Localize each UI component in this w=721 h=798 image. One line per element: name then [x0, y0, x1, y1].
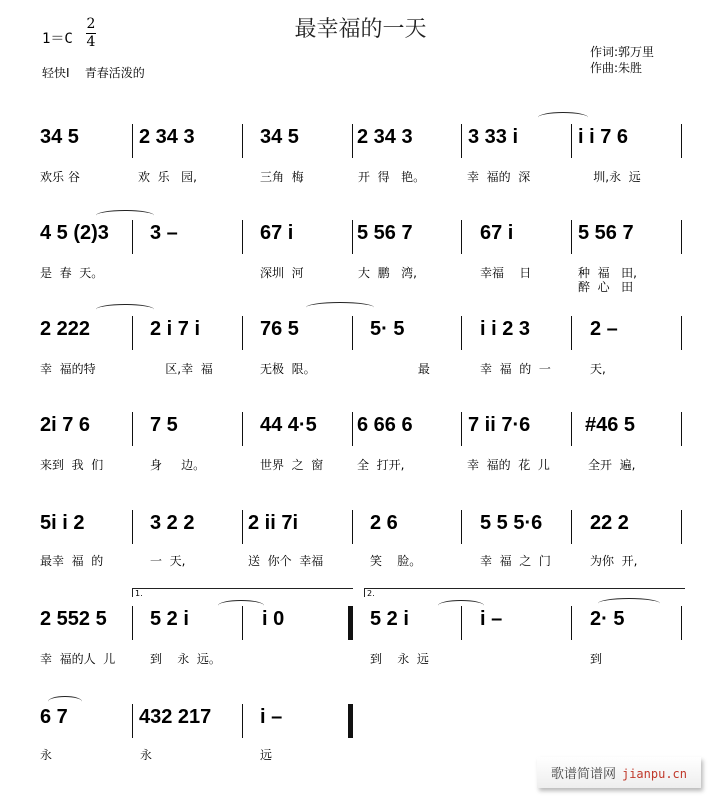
measure: i 0	[262, 608, 285, 630]
measure: 2 6	[370, 512, 398, 534]
lyric: 全 打开,	[357, 458, 405, 472]
barline	[681, 412, 682, 446]
measure: 34 5	[260, 126, 299, 148]
barline	[352, 510, 353, 544]
measure: 7 ii 7·6	[468, 414, 531, 436]
barline	[242, 412, 243, 446]
lyric: 开 得 艳。	[358, 170, 426, 184]
measure: 2 34 3	[139, 126, 195, 148]
time-sig-top: 2	[86, 16, 96, 32]
slur	[48, 696, 82, 707]
lyric: 大 鹏 湾,	[358, 266, 417, 280]
lyric: 送 你个 幸福	[248, 554, 324, 568]
song-title: 最幸福的一天	[294, 17, 427, 42]
lyric: 来到 我 们	[40, 458, 104, 472]
score-row-1	[0, 118, 721, 208]
lyric: 幸 福 之 门	[480, 554, 551, 568]
measure: 4 5 (2)3	[40, 222, 109, 244]
barline	[242, 124, 243, 158]
score-row-6	[0, 589, 721, 692]
repeat-end-barline	[348, 606, 353, 640]
measure: 67 i	[480, 222, 514, 244]
barline	[461, 606, 462, 640]
lyric: 区,幸 福	[150, 362, 213, 376]
lyric: 最	[395, 362, 430, 376]
lyric: 到 永 远	[370, 652, 429, 666]
barline	[132, 124, 133, 158]
barline	[461, 220, 462, 254]
barline	[352, 316, 353, 350]
barline	[681, 316, 682, 350]
barline	[681, 510, 682, 544]
lyric: 永	[140, 748, 153, 762]
lyric: 幸 福的特	[40, 362, 96, 376]
measure: 2 ii 7i	[248, 512, 299, 534]
measure: 3 –	[150, 222, 178, 244]
time-sig-bottom: 4	[86, 34, 96, 50]
barline	[242, 220, 243, 254]
measure: 5· 5	[370, 318, 405, 340]
barline	[461, 510, 462, 544]
tie	[96, 210, 154, 221]
lyric: 圳,永 远	[578, 170, 641, 184]
measure: 7 5	[150, 414, 178, 436]
barline	[571, 606, 572, 640]
lyricist: 作词:郭万里	[590, 45, 655, 59]
final-barline	[348, 704, 353, 738]
barline	[352, 412, 353, 446]
barline	[681, 606, 682, 640]
measure: 2i 7 6	[40, 414, 91, 436]
score-row-4	[0, 408, 721, 498]
lyric: 到 永 远。	[150, 652, 221, 666]
tie	[306, 302, 374, 313]
measure: 3 2 2	[150, 512, 195, 534]
measure: 3 33 i	[468, 126, 519, 148]
measure: i i 7 6	[578, 126, 629, 148]
lyric: 无极 限。	[260, 362, 316, 376]
measure: 432 217	[139, 706, 212, 728]
slur	[538, 112, 588, 123]
lyric: 最幸 福 的	[40, 554, 104, 568]
score-row-5	[0, 506, 721, 596]
barline	[571, 220, 572, 254]
lyric-verse-2: 醉 心 田	[578, 280, 634, 294]
tie	[96, 304, 154, 315]
lyric: 幸 福的 深	[467, 170, 531, 184]
time-signature	[86, 16, 96, 51]
lyric: 全开 遍,	[588, 458, 636, 472]
barline	[352, 220, 353, 254]
measure: 5 2 i	[150, 608, 189, 630]
lyric: 世界 之 窗	[260, 458, 324, 472]
volta-2: 2.	[364, 588, 685, 597]
barline	[242, 704, 243, 738]
volta-1: 1.	[132, 588, 353, 597]
lyric: 一 天,	[150, 554, 186, 568]
barline	[681, 124, 682, 158]
barline	[132, 220, 133, 254]
measure: i –	[260, 706, 283, 728]
barline	[242, 510, 243, 544]
measure: 34 5	[40, 126, 79, 148]
barline	[571, 316, 572, 350]
credits	[590, 44, 654, 76]
measure: 2 222	[40, 318, 91, 340]
lyric: 欢 乐 园,	[138, 170, 197, 184]
lyric: 到	[590, 652, 603, 666]
measure: 22 2	[590, 512, 629, 534]
measure: 5 56 7	[578, 222, 634, 244]
barline	[242, 606, 243, 640]
measure: 2 i 7 i	[150, 318, 201, 340]
measure: 6 7	[40, 706, 68, 728]
lyric: 三角 梅	[260, 170, 304, 184]
measure: i i 2 3	[480, 318, 531, 340]
lyric: 种 福 田,	[578, 266, 637, 280]
lyric: 笑 脸。	[370, 554, 422, 568]
score-row-2	[0, 214, 721, 304]
barline	[571, 510, 572, 544]
measure: 2 552 5	[40, 608, 107, 630]
watermark	[537, 757, 701, 788]
tie	[218, 600, 264, 611]
lyric: 天,	[590, 362, 606, 376]
measure: 2· 5	[590, 608, 625, 630]
barline	[352, 124, 353, 158]
measure: 44 4·5	[260, 414, 317, 436]
watermark-url: jianpu.cn	[621, 767, 687, 781]
measure: 67 i	[260, 222, 294, 244]
lyric: 为你 开,	[590, 554, 638, 568]
slur	[598, 598, 660, 609]
score-row-3	[0, 310, 721, 400]
composer: 作曲:朱胜	[590, 61, 643, 75]
lyric: 身 边。	[150, 458, 206, 472]
barline	[461, 412, 462, 446]
key-signature: 1＝C	[42, 31, 73, 47]
barline	[132, 704, 133, 738]
barline	[681, 220, 682, 254]
measure: 5 2 i	[370, 608, 409, 630]
barline	[571, 412, 572, 446]
barline	[571, 124, 572, 158]
lyric: 欢乐 谷	[40, 170, 80, 184]
barline	[132, 412, 133, 446]
measure: 2 34 3	[357, 126, 413, 148]
watermark-site: 歌谱简谱网	[550, 767, 616, 782]
lyric: 深圳 河	[260, 266, 304, 280]
barline	[461, 124, 462, 158]
lyric: 永	[40, 748, 53, 762]
tempo-marking: 轻快I 青春活泼的	[42, 66, 145, 80]
barline	[461, 316, 462, 350]
lyric: 幸 福的人 儿	[40, 652, 116, 666]
measure: 5i i 2	[40, 512, 85, 534]
measure: i –	[480, 608, 503, 630]
measure: 6 66 6	[357, 414, 413, 436]
measure: 76 5	[260, 318, 299, 340]
measure: #46 5	[585, 414, 636, 436]
barline	[132, 606, 133, 640]
measure: 5 5 5·6	[480, 512, 543, 534]
barline	[132, 510, 133, 544]
barline	[132, 316, 133, 350]
lyric: 远	[260, 748, 273, 762]
lyric: 幸 福的 花 儿	[467, 458, 550, 472]
measure: 2 –	[590, 318, 618, 340]
measure: 5 56 7	[357, 222, 413, 244]
lyric: 是 春 天。	[40, 266, 104, 280]
barline	[242, 316, 243, 350]
lyric: 幸福 日	[480, 266, 532, 280]
lyric: 幸 福 的 一	[480, 362, 551, 376]
